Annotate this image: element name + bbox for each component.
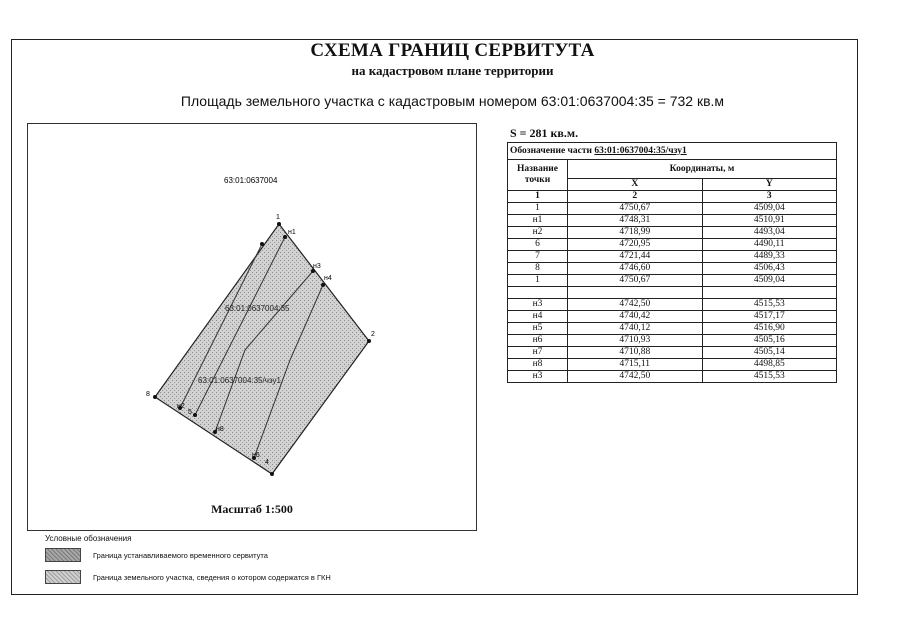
point-label: 5 [188, 409, 192, 416]
area-line: Площадь земельного участка с кадастровым номером 63:01:0637004:35 = 732 кв.м [180, 93, 725, 109]
x-cell: 4710,88 [568, 347, 703, 359]
spacer-cell [508, 287, 568, 299]
x-cell: 4750,67 [568, 203, 703, 215]
point-name-cell: н8 [508, 359, 568, 371]
map-scale: Масштаб 1:500 [211, 502, 293, 516]
table-row [508, 311, 837, 323]
point-name-cell: 6 [508, 239, 568, 251]
spacer-cell [568, 287, 703, 299]
y-cell: 4509,04 [702, 275, 837, 287]
point-name-cell: н3 [508, 371, 568, 383]
table-row [508, 263, 837, 275]
legend-title: Условные обозначения [45, 534, 132, 543]
part-id: 63:01:0637004:35/чзу1 [594, 145, 687, 156]
y-cell: 4489,33 [702, 251, 837, 263]
point-name-cell: н1 [508, 215, 568, 227]
part-designation: Обозначение части 63:01:0637004:35/чзу1 [508, 143, 837, 160]
col-point-name: Название точки [508, 160, 568, 191]
coordinates-table [507, 142, 837, 383]
x-cell: 4721,44 [568, 251, 703, 263]
point-name-cell: 8 [508, 263, 568, 275]
point-label: н8 [216, 426, 224, 433]
x-cell: 4742,50 [568, 299, 703, 311]
point-name-cell: 1 [508, 275, 568, 287]
point-label: 1 [276, 214, 280, 221]
table-row [508, 275, 837, 287]
servitude-label: 63:01:0637004:35/чзу1 [198, 376, 281, 385]
col-number: 2 [568, 191, 703, 203]
point-name-cell: н2 [508, 227, 568, 239]
table-row [508, 215, 837, 227]
col-coordinates: Координаты, м [568, 160, 837, 179]
point-label: н2 [177, 403, 185, 410]
y-cell: 4498,85 [702, 359, 837, 371]
x-cell: 4715,11 [568, 359, 703, 371]
spacer-cell [702, 287, 837, 299]
table-row [508, 299, 837, 311]
point-label: н4 [324, 275, 332, 282]
table-row [508, 203, 837, 215]
y-cell: 4493,04 [702, 227, 837, 239]
col-number: 3 [702, 191, 837, 203]
quarter-label: 63:01:0637004 [224, 176, 278, 185]
table-row [508, 371, 837, 383]
y-cell: 4505,16 [702, 335, 837, 347]
point-label: 2 [371, 331, 375, 338]
x-cell: 4710,93 [568, 335, 703, 347]
y-cell: 4510,91 [702, 215, 837, 227]
table-row [508, 239, 837, 251]
point-label: 8 [146, 391, 150, 398]
y-cell: 4515,53 [702, 371, 837, 383]
col-y: Y [702, 179, 837, 191]
legend-item-parcel: Граница земельного участка, сведения о котором содержатся в ГКН [93, 573, 331, 582]
point-name-cell: 7 [508, 251, 568, 263]
x-cell: 4740,12 [568, 323, 703, 335]
y-cell: 4509,04 [702, 203, 837, 215]
y-cell: 4490,11 [702, 239, 837, 251]
point-name-cell: 1 [508, 203, 568, 215]
table-row [508, 251, 837, 263]
y-cell: 4506,43 [702, 263, 837, 275]
parcel-label: 63:01:0637004:35 [225, 304, 290, 313]
x-cell: 4740,42 [568, 311, 703, 323]
y-cell: 4517,17 [702, 311, 837, 323]
document-title: СХЕМА ГРАНИЦ СЕРВИТУТА [310, 40, 595, 61]
point-label: н6 [252, 452, 260, 459]
point-name-cell: н4 [508, 311, 568, 323]
point-name-cell: н6 [508, 335, 568, 347]
legend-item-servitude: Граница устанавливаемого временного сервитута [93, 551, 268, 560]
col-number: 1 [508, 191, 568, 203]
table-row [508, 347, 837, 359]
y-cell: 4515,53 [702, 299, 837, 311]
y-cell: 4505,14 [702, 347, 837, 359]
point-name-cell: н7 [508, 347, 568, 359]
x-cell: 4748,31 [568, 215, 703, 227]
point-name-cell: н5 [508, 323, 568, 335]
table-row [508, 335, 837, 347]
point-label: н1 [288, 229, 296, 236]
x-cell: 4718,99 [568, 227, 703, 239]
point-name-cell: н3 [508, 299, 568, 311]
x-cell: 4742,50 [568, 371, 703, 383]
table-row [508, 359, 837, 371]
legend-swatch-parcel [45, 570, 81, 584]
document-subtitle: на кадастровом плане территории [351, 63, 554, 78]
y-cell: 4516,90 [702, 323, 837, 335]
x-cell: 4750,67 [568, 275, 703, 287]
legend-swatch-servitude [45, 548, 81, 562]
x-cell: 4746,60 [568, 263, 703, 275]
point-label: 4 [265, 459, 269, 466]
servitude-area: S = 281 кв.м. [510, 126, 579, 140]
table-row [508, 227, 837, 239]
x-cell: 4720,95 [568, 239, 703, 251]
col-x: X [568, 179, 703, 191]
table-row [508, 323, 837, 335]
point-label: н3 [313, 263, 321, 270]
